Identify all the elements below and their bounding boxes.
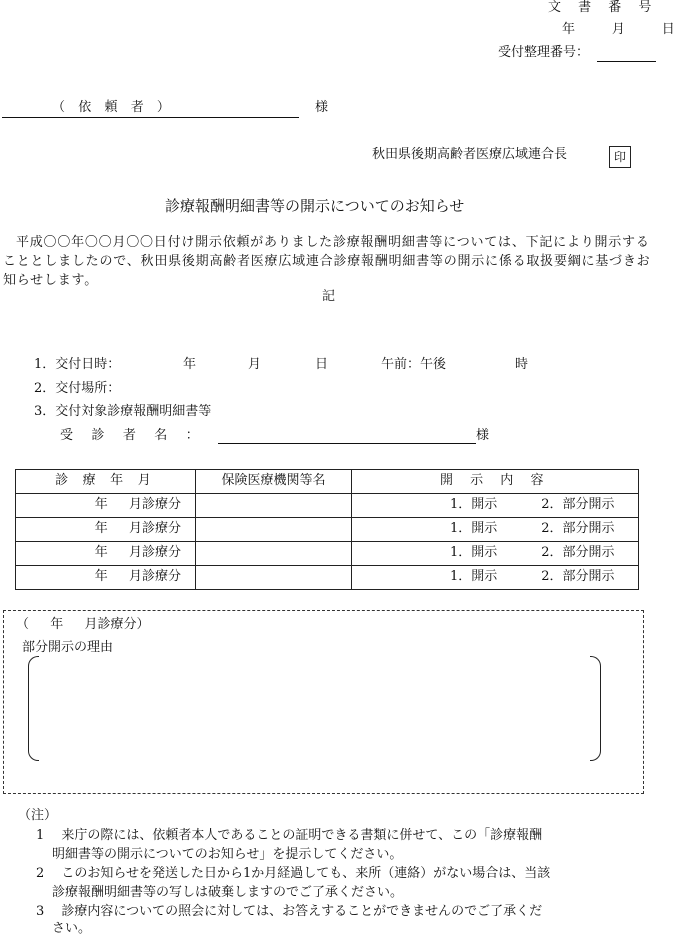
table-row	[16, 518, 639, 542]
period-cell: 年 月診療分	[16, 518, 196, 542]
reason-bracket-right	[590, 656, 601, 761]
option-disclose[interactable]: 1．開示	[450, 521, 498, 537]
delivery-month: 月	[248, 357, 262, 372]
institution-cell[interactable]	[196, 494, 352, 518]
patient-name-label: 受 診 者 名 ：	[60, 428, 206, 443]
delivery-datetime-label: 1．交付日時：	[34, 357, 121, 372]
option-disclose[interactable]: 1．開示	[450, 545, 498, 561]
partial-period: （ 年 月診療分）	[16, 617, 150, 632]
institution-cell[interactable]	[196, 518, 352, 542]
note-2-line-2: 診療報酬明細書等の写しは破棄しますのでご了承ください。	[52, 885, 404, 900]
note-2-line-1: 2 このお知らせを発送した日から1か月経過しても、来所（連絡）がない場合は、当該	[36, 866, 551, 881]
page-title: 診療報酬明細書等の開示についてのお知らせ	[165, 197, 465, 215]
patient-name-suffix: 様	[476, 428, 490, 443]
disclosure-table	[15, 469, 639, 590]
table-header-row	[16, 470, 639, 494]
requester-line	[2, 117, 299, 118]
institution-cell[interactable]	[196, 542, 352, 566]
partial-disclosure-box	[3, 610, 644, 794]
notes-heading: （注）	[18, 808, 58, 823]
seal-stamp: 印	[609, 146, 631, 168]
delivery-ampm: 午前：午後	[381, 357, 447, 372]
reception-number-label: 受付整理番号：	[498, 45, 590, 60]
content-cell	[352, 542, 639, 566]
table-row	[16, 494, 639, 518]
option-partial[interactable]: 2．部分開示	[541, 569, 615, 585]
option-partial[interactable]: 2．部分開示	[541, 497, 615, 513]
reception-number-line	[597, 61, 656, 62]
header-content: 開 示 内 容	[352, 470, 639, 494]
table-row	[16, 542, 639, 566]
note-3-line-2: さい。	[52, 921, 92, 936]
content-cell	[352, 566, 639, 590]
delivery-hour: 時	[515, 357, 529, 372]
table-row	[16, 566, 639, 590]
note-1-line-1: 1 来庁の際には、依頼者本人であることの証明できる書類に併せて、この「診療報酬	[36, 828, 543, 843]
option-disclose[interactable]: 1．開示	[450, 569, 498, 585]
delivery-year: 年	[183, 357, 197, 372]
patient-name-line	[218, 443, 476, 444]
ki-heading: 記	[322, 289, 336, 304]
header-institution: 保険医療機関等名	[196, 470, 352, 494]
body-paragraph: 平成〇〇年〇〇月〇〇日付け開示依頼がありました診療報酬明細書等については、下記により開示することとしましたので、秋田県後期高齢者医療広域連合診療報酬明細書等の開示に係る取扱要綱に基づきお知らせします。	[3, 235, 651, 288]
target-documents-label: 3．交付対象診療報酬明細書等	[34, 404, 212, 419]
institution-cell[interactable]	[196, 566, 352, 590]
option-partial[interactable]: 2．部分開示	[541, 521, 615, 537]
note-1-line-2: 明細書等の開示についてのお知らせ」を提示してください。	[52, 847, 403, 862]
content-cell	[352, 494, 639, 518]
period-cell: 年 月診療分	[16, 566, 196, 590]
sender-name: 秋田県後期高齢者医療広域連合長	[372, 147, 568, 162]
period-cell: 年 月診療分	[16, 542, 196, 566]
period-cell: 年 月診療分	[16, 494, 196, 518]
delivery-place-label: 2．交付場所：	[34, 381, 121, 396]
header-period: 診 療 年 月	[16, 470, 196, 494]
document-number: 文 書 番 号	[548, 0, 658, 15]
content-cell	[352, 518, 639, 542]
option-disclose[interactable]: 1．開示	[450, 497, 498, 513]
reason-bracket-left	[28, 656, 39, 761]
requester-label: （ 依 頼 者 ）	[52, 100, 175, 115]
partial-reason-label: 部分開示の理由	[22, 640, 114, 655]
document-date: 年 月 日	[562, 22, 679, 37]
note-3-line-1: 3 診療内容についての照会に対しては、お答えすることができませんのでご了承くだ	[36, 904, 543, 919]
option-partial[interactable]: 2．部分開示	[541, 545, 615, 561]
delivery-day: 日	[315, 357, 329, 372]
honorific: 様	[315, 100, 329, 115]
